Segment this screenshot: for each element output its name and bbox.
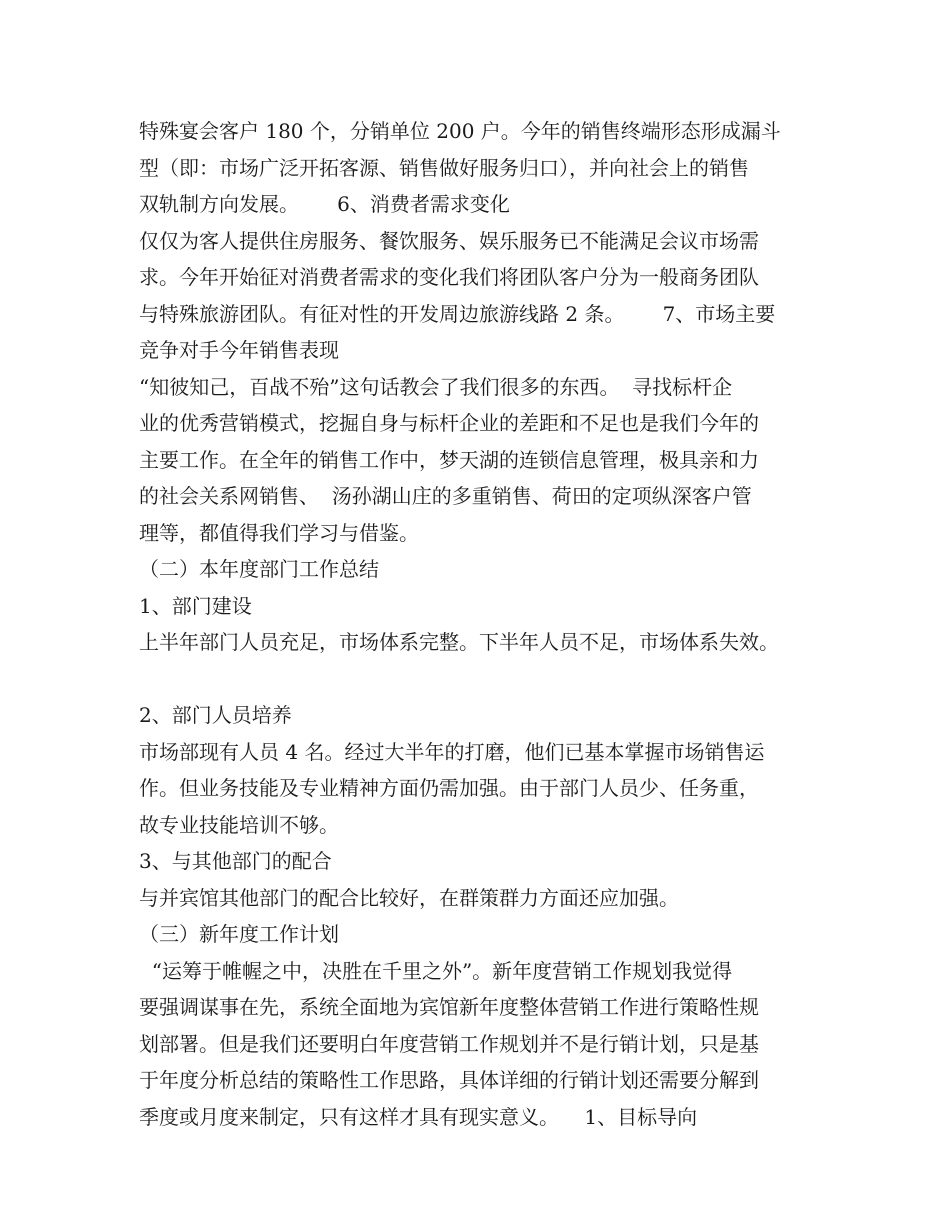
body-line: 主要工作。在全年的销售工作中，梦天湖的连锁信息管理，极具亲和力 (139, 447, 759, 472)
body-line: 双轨制方向发展。 6、消费者需求变化 (139, 192, 510, 216)
subsection-heading: 1、部门建设 (139, 593, 252, 618)
document-body (139, 113, 950, 1135)
body-line: 作。但业务技能及专业精神方面仍需加强。由于部门人员少、任务重， (139, 776, 759, 800)
body-line: 市场部现有人员 4 名。经过大半年的打磨，他们已基本掌握市场销售运 (139, 739, 765, 764)
body-line: 竞争对手今年销售表现 (139, 338, 339, 362)
body-line: “知彼知己，百战不殆”这句话教会了我们很多的东西。 寻找标杆企 (139, 374, 733, 399)
body-line: “运筹于帷幄之中，决胜在千里之外”。新年度营销工作规划我觉得 (139, 958, 733, 983)
body-line: 与并宾馆其他部门的配合比较好，在群策群力方面还应加强。 (139, 885, 679, 910)
subsection-heading: 3、与其他部门的配合 (139, 849, 332, 873)
body-line: 要强调谋事在先，系统全面地为宾馆新年度整体营销工作进行策略性规 (139, 995, 759, 1019)
body-line: 特殊宴会客户 180 个，分销单位 200 户。今年的销售终端形态形成漏斗 (139, 119, 781, 143)
body-line: 于年度分析总结的策略性工作思路，具体详细的行销计划还需要分解到 (139, 1068, 759, 1092)
body-line: 仅仅为客人提供住房服务、餐饮服务、娱乐服务已不能满足会议市场需 (139, 228, 759, 253)
subsection-heading: 2、部门人员培养 (139, 703, 292, 727)
body-line: 季度或月度来制定，只有这样才具有现实意义。 1、目标导向 (139, 1104, 698, 1129)
body-line: 故专业技能培训不够。 (139, 812, 339, 837)
section-heading: （二）本年度部门工作总结 (139, 557, 379, 581)
section-heading: （三）新年度工作计划 (139, 922, 339, 946)
body-line: 与特殊旅游团队。有征对性的开发周边旅游线路 2 条。 7、市场主要 (139, 301, 776, 326)
body-line: 划部署。但是我们还要明白年度营销工作规划并不是行销计划，只是基 (139, 1031, 759, 1056)
blank-line (139, 661, 950, 698)
body-line: 的社会关系网销售、 汤孙湖山庄的多重销售、荷田的定项纵深客户管 (139, 484, 752, 508)
body-line: 理等，都值得我们学习与借鉴。 (139, 520, 419, 545)
body-line: 求。今年开始征对消费者需求的变化我们将团队客户分为一般商务团队 (139, 265, 759, 289)
body-line: 型（即：市场广泛开拓客源、销售做好服务归口），并向社会上的销售 (139, 155, 749, 180)
body-line: 业的优秀营销模式，挖掘自身与标杆企业的差距和不足也是我们今年的 (139, 411, 759, 435)
body-line: 上半年部门人员充足，市场体系完整。下半年人员不足，市场体系失效。 (139, 630, 779, 654)
